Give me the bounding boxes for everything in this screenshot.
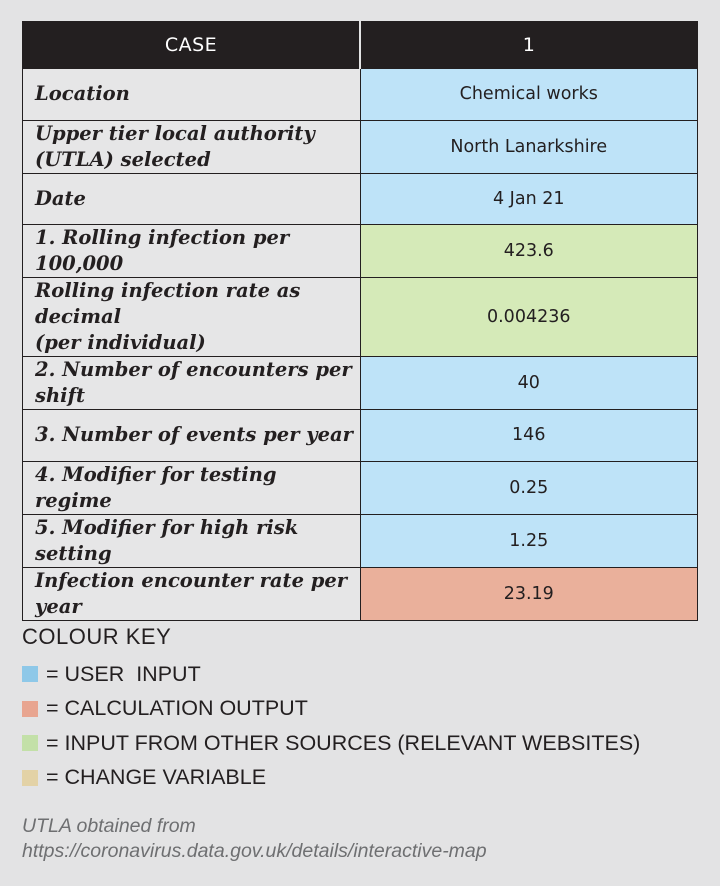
table-header-row — [23, 22, 698, 69]
table-row — [23, 514, 698, 567]
row-value-rolling-infection: 423.6 — [360, 225, 698, 278]
row-value-encounter-rate: 23.19 — [360, 567, 698, 620]
table-row — [23, 120, 698, 173]
colour-key — [22, 624, 640, 795]
row-label-rate-decimal-line1: Rolling infection rate as decimal — [35, 279, 301, 328]
colour-key-title: COLOUR KEY — [22, 624, 172, 649]
row-label-events: 3. Number of events per year — [23, 410, 361, 462]
row-value-high-risk-modifier: 1.25 — [360, 514, 698, 567]
table-row — [23, 410, 698, 462]
table-row — [23, 173, 698, 225]
row-label-rolling-infection: 1. Rolling infection per 100,000 — [23, 225, 361, 278]
source-note-url: https://coronavirus.data.gov.uk/details/interactive-map — [22, 840, 487, 862]
row-label-testing-modifier: 4. Modifier for testing regime — [23, 461, 361, 514]
table-row — [23, 567, 698, 620]
row-value-utla: North Lanarkshire — [360, 120, 698, 173]
row-label-encounters: 2. Number of encounters per shift — [23, 357, 361, 410]
table-row — [23, 69, 698, 121]
table-row — [23, 357, 698, 410]
case-header: CASE — [23, 22, 361, 69]
other-sources-swatch — [22, 735, 38, 751]
table-row — [23, 461, 698, 514]
row-value-encounters: 40 — [360, 357, 698, 410]
row-label-rate-decimal-line2: (per individual) — [35, 331, 206, 354]
row-label-rate-decimal — [23, 278, 361, 357]
row-label-high-risk-modifier: 5. Modifier for high risk setting — [23, 514, 361, 567]
case-number-header: 1 — [360, 22, 698, 69]
change-variable-swatch — [22, 770, 38, 786]
colour-key-item-user-input — [22, 657, 640, 692]
colour-key-label: = INPUT FROM OTHER SOURCES (RELEVANT WEBSITES) — [46, 730, 641, 755]
table-row — [23, 278, 698, 357]
table-row — [23, 225, 698, 278]
row-value-location: Chemical works — [360, 69, 698, 121]
colour-key-label: = USER INPUT — [46, 661, 201, 686]
infection-rate-table — [22, 21, 698, 621]
row-value-events: 146 — [360, 410, 698, 462]
row-label-location: Location — [23, 69, 361, 121]
colour-key-label: = CALCULATION OUTPUT — [46, 696, 308, 721]
row-label-date: Date — [23, 173, 361, 225]
source-note-line1: UTLA obtained from — [22, 815, 196, 837]
colour-key-label: = CHANGE VARIABLE — [46, 765, 267, 790]
row-value-rate-decimal: 0.004236 — [360, 278, 698, 357]
row-value-date: 4 Jan 21 — [360, 173, 698, 225]
user-input-swatch — [22, 666, 38, 682]
colour-key-item-other-sources — [22, 726, 640, 761]
row-label-encounter-rate: Infection encounter rate per year — [23, 567, 361, 620]
calculation-output-swatch — [22, 701, 38, 717]
colour-key-item-calculation-output — [22, 692, 640, 727]
row-label-utla: Upper tier local authority (UTLA) selected — [23, 120, 361, 173]
source-note — [22, 814, 487, 864]
row-value-testing-modifier: 0.25 — [360, 461, 698, 514]
colour-key-item-change-variable — [22, 761, 640, 796]
